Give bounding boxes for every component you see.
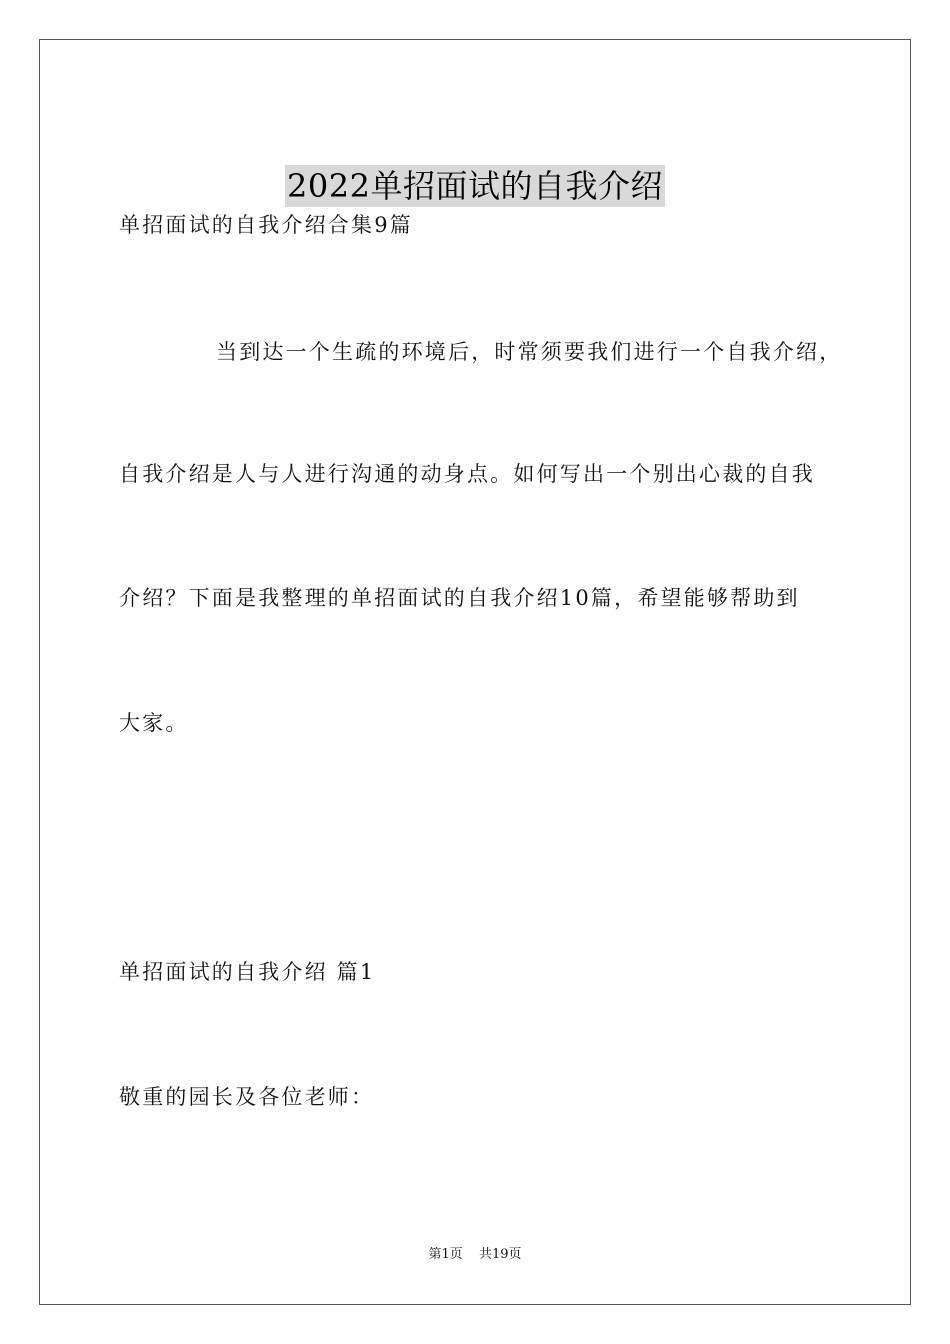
paragraph-line: 大家。 <box>119 711 189 735</box>
page-number: 第1页 <box>428 1247 463 1262</box>
title-container <box>40 165 910 207</box>
greeting-line: 敬重的园长及各位老师： <box>119 1085 375 1109</box>
paragraph-line: 介绍？下面是我整理的单招面试的自我介绍10篇，希望能够帮助到 <box>119 586 800 610</box>
document-page <box>39 39 911 1305</box>
paragraph-line: 当到达一个生疏的环境后，时常须要我们进行一个自我介绍， <box>216 340 843 364</box>
page-total: 共19页 <box>478 1247 522 1262</box>
paragraph-line: 自我介绍是人与人进行沟通的动身点。如何写出一个别出心裁的自我 <box>119 462 815 486</box>
document-subtitle: 单招面试的自我介绍合集9篇 <box>119 213 413 237</box>
section-heading: 单招面试的自我介绍 篇1 <box>119 960 376 984</box>
document-title: 2022单招面试的自我介绍 <box>287 167 663 205</box>
page-footer <box>40 1246 910 1264</box>
